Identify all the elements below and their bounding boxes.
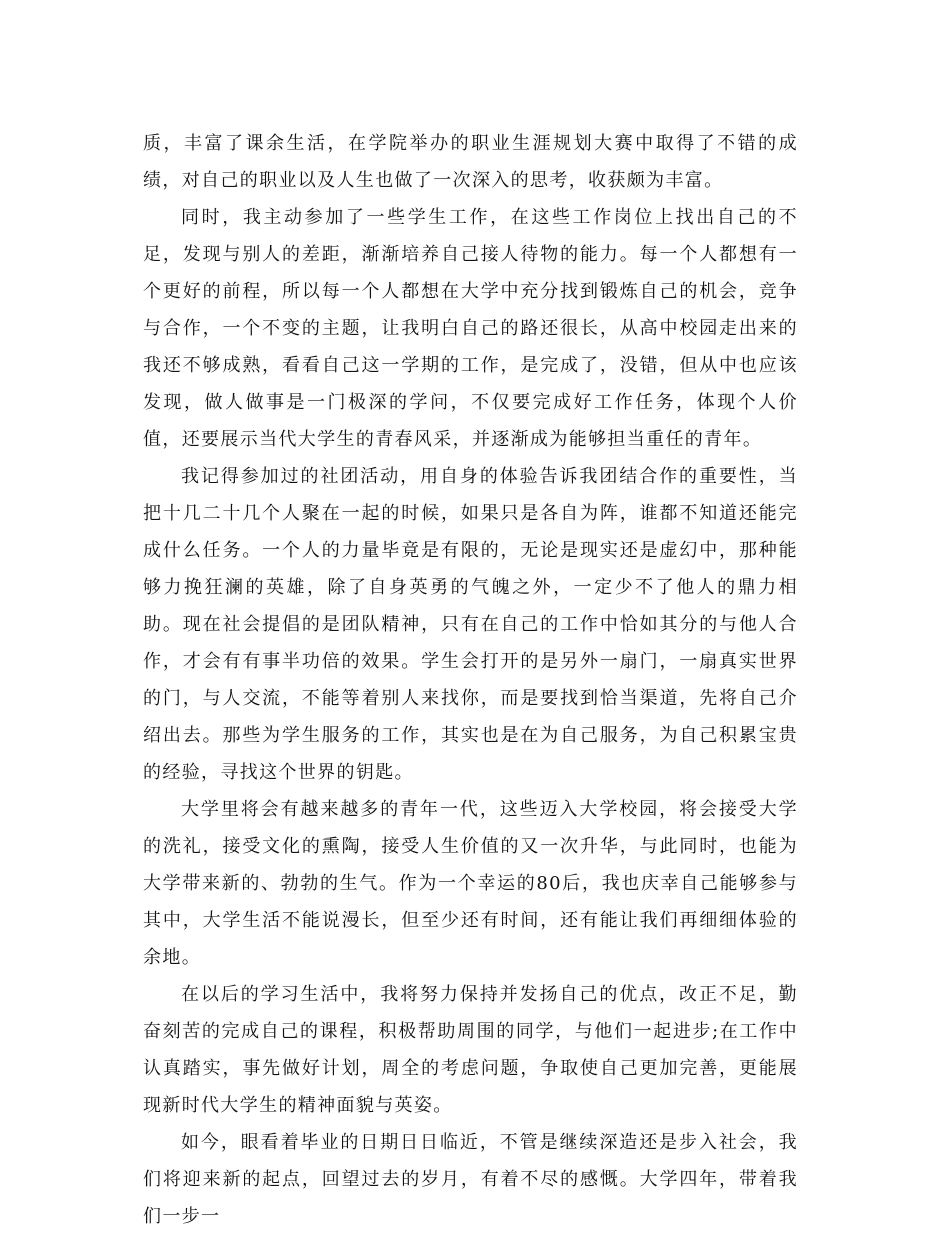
paragraph-3: 我记得参加过的社团活动，用自身的体验告诉我团结合作的重要性，当把十几二十几个人聚在一起的时候，如果只是各自为阵，谁都不知道还能完成什么任务。一个人的力量毕竟是有限的，无论是现实还是虚幻中，那种能够力挽狂澜的英雄，除了自身英勇的气魄之外，一定少不了他人的鼎力相助。现在社会提倡的是团队精神，只有在自己的工作中恰如其分的与他人合作，才会有有事半功倍的效果。学生会打开的是另外一扇门，一扇真实世界的门，与人交流，不能等着别人来找你，而是要找到恰当渠道，先将自己介绍出去。那些为学生服务的工作，其实也是在为自己服务，为自己积累宝贵的经验，寻找这个世界的钥匙。: [143, 466, 798, 783]
document-body: [143, 125, 798, 1235]
paragraph-4: 大学里将会有越来越多的青年一代，这些迈入大学校园，将会接受大学的洗礼，接受文化的熏陶，接受人生价值的又一次升华，与此同时，也能为大学带来新的、勃勃的生气。作为一个幸运的80后，我也庆幸自己能够参与其中，大学生活不能说漫长，但至少还有时间，还有能让我们再细细体验的余地。: [143, 799, 798, 968]
paragraph-1: 质，丰富了课余生活，在学院举办的职业生涯规划大赛中取得了不错的成绩，对自己的职业以及人生也做了一次深入的思考，收获颇为丰富。: [143, 133, 798, 191]
paragraph-5: 在以后的学习生活中，我将努力保持并发扬自己的优点，改正不足，勤奋刻苦的完成自己的课程，积极帮助周围的同学，与他们一起进步;在工作中认真踏实，事先做好计划，周全的考虑问题，争取使自己更加完善，更能展现新时代大学生的精神面貌与英姿。: [143, 984, 798, 1116]
paragraph-6: 如今，眼看着毕业的日期日日临近，不管是继续深造还是步入社会，我们将迎来新的起点，回望过去的岁月，有着不尽的感慨。大学四年，带着我们一步一: [143, 1132, 798, 1227]
paragraph-2: 同时，我主动参加了一些学生工作，在这些工作岗位上找出自己的不足，发现与别人的差距，渐渐培养自己接人待物的能力。每一个人都想有一个更好的前程，所以每一个人都想在大学中充分找到锻炼自己的机会，竞争与合作，一个不变的主题，让我明白自己的路还很长，从高中校园走出来的我还不够成熟，看看自己这一学期的工作，是完成了，没错，但从中也应该发现，做人做事是一门极深的学问，不仅要完成好工作任务，体现个人价值，还要展示当代大学生的青春风采，并逐渐成为能够担当重任的青年。: [143, 207, 798, 450]
